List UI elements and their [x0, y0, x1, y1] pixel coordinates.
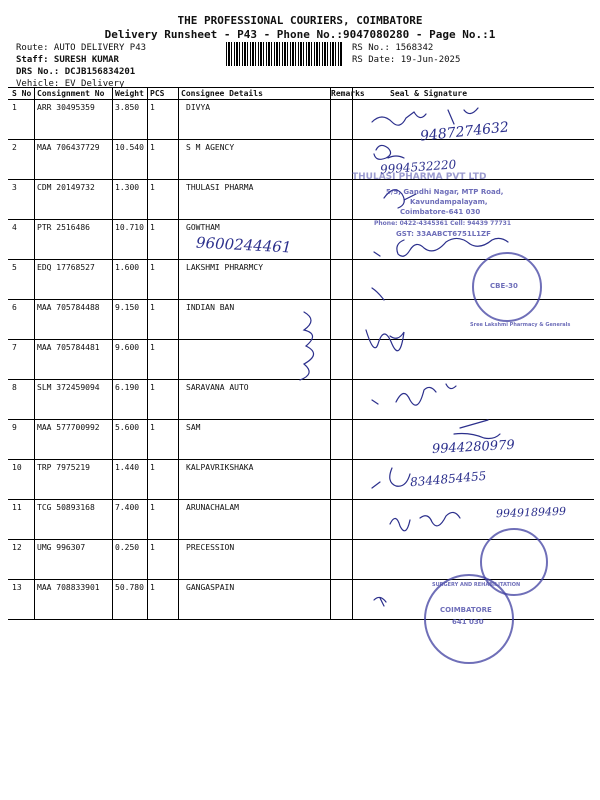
row-consignment: EDQ 17768527: [37, 263, 95, 272]
header-weight: Weight: [115, 89, 144, 98]
row-consignee: DIVYA: [186, 103, 211, 112]
vehicle-label: Vehicle: EV Delivery: [16, 79, 125, 89]
row-pcs: 1: [150, 463, 155, 472]
row-weight: 1.600: [115, 263, 140, 272]
row-sno: 6: [12, 303, 17, 312]
handwritten-phone: 8344854455: [409, 468, 487, 490]
stamp-gst: GST: 33AABCT6751L1ZF: [396, 230, 491, 238]
header-pcs: PCS: [150, 89, 165, 98]
row-sno: 8: [12, 383, 17, 392]
row-consignee: THULASI PHARMA: [186, 183, 254, 192]
row-pcs: 1: [150, 183, 155, 192]
header-seal: Seal & Signature: [390, 89, 468, 98]
row-sno: 4: [12, 223, 17, 232]
row-weight: 10.540: [115, 143, 144, 152]
row-pcs: 1: [150, 223, 155, 232]
row-consignee: S M AGENCY: [186, 143, 235, 152]
stamp-ring: SURGERY AND REHABILITATION: [432, 582, 521, 588]
row-consignee: GOWTHAM: [186, 223, 220, 232]
header-consignment: Consignment No: [37, 89, 105, 98]
stamp-address: Kavundampalayam,: [410, 198, 488, 206]
stamp-center: COIMBATORE: [440, 606, 492, 614]
row-weight: 6.190: [115, 383, 140, 392]
row-sno: 12: [12, 543, 22, 552]
stamp-address: Coimbatore-641 030: [400, 208, 481, 216]
row-sno: 1: [12, 103, 17, 112]
row-pcs: 1: [150, 423, 155, 432]
row-consignment: SLM 372459094: [37, 383, 100, 392]
runsheet-title: Delivery Runsheet - P43 - Phone No.:9047080280 - Page No.:1: [104, 28, 496, 41]
row-consignee: INDIAN BAN: [186, 303, 235, 312]
row-weight: 7.400: [115, 503, 140, 512]
row-consignment: PTR 2516486: [37, 223, 90, 232]
row-consignment: MAA 706437729: [37, 143, 100, 152]
row-consignment: TCG 50893168: [37, 503, 95, 512]
row-sno: 11: [12, 503, 22, 512]
row-weight: 0.250: [115, 543, 140, 552]
header-consignee: Consignee Details: [181, 89, 263, 98]
row-pcs: 1: [150, 543, 155, 552]
row-consignment: MAA 705784488: [37, 303, 100, 312]
stamp-phone: Phone: 0422-4345361 Cell: 94439 77731: [374, 220, 512, 227]
header-remarks: Remarks: [331, 89, 365, 98]
stamp-ring: Sree Lakshmi Pharmacy & Generals: [470, 322, 571, 328]
row-consignee: SARAVANA AUTO: [186, 383, 249, 392]
row-weight: 50.780: [115, 583, 144, 592]
row-pcs: 1: [150, 263, 155, 272]
staff-label: Staff: SURESH KUMAR: [16, 55, 119, 65]
drs-label: DRS No.: DCJB156834201: [16, 67, 136, 77]
handwritten-phone: 9600244461: [195, 233, 292, 257]
row-consignee: SAM: [186, 423, 201, 432]
row-pcs: 1: [150, 143, 155, 152]
stamp-name: THULASI PHARMA PVT LTD: [352, 172, 487, 182]
rs-date-label: RS Date: 19-Jun-2025: [352, 55, 461, 65]
row-consignment: TRP 7975219: [37, 463, 90, 472]
row-sno: 9: [12, 423, 17, 432]
header-sno: S No: [12, 89, 32, 98]
row-consignment: UMG 996307: [37, 543, 86, 552]
row-weight: 9.150: [115, 303, 140, 312]
row-consignment: MAA 577700992: [37, 423, 100, 432]
row-pcs: 1: [150, 343, 155, 352]
row-sno: 10: [12, 463, 22, 472]
row-sno: 3: [12, 183, 17, 192]
handwritten-phone: 9487274632: [419, 119, 510, 145]
row-weight: 1.300: [115, 183, 140, 192]
row-weight: 10.710: [115, 223, 144, 232]
company-title: THE PROFESSIONAL COURIERS, COIMBATORE: [177, 14, 423, 27]
stamp-address: 5/5, Gandhi Nagar, MTP Road,: [386, 188, 504, 196]
row-weight: 5.600: [115, 423, 140, 432]
row-weight: 3.850: [115, 103, 140, 112]
row-consignee: ARUNACHALAM: [186, 503, 239, 512]
row-consignee: PRECESSION: [186, 543, 235, 552]
row-consignee: GANGASPAIN: [186, 583, 235, 592]
row-weight: 9.600: [115, 343, 140, 352]
handwritten-phone: 9994532220: [379, 157, 457, 177]
row-pcs: 1: [150, 383, 155, 392]
row-sno: 5: [12, 263, 17, 272]
route-label: Route: AUTO DELIVERY P43: [16, 43, 147, 53]
row-consignment: MAA 705784481: [37, 343, 100, 352]
row-consignee: LAKSHMI PHRARMCY: [186, 263, 264, 272]
handwritten-phone: 9949189499: [495, 504, 567, 521]
row-pcs: 1: [150, 583, 155, 592]
row-consignment: CDM 20149732: [37, 183, 95, 192]
row-consignment: ARR 30495359: [37, 103, 95, 112]
row-sno: 13: [12, 583, 22, 592]
stamp-center: CBE-30: [490, 282, 518, 290]
row-pcs: 1: [150, 303, 155, 312]
row-consignee: KALPAVRIKSHAKA: [186, 463, 254, 472]
handwritten-phone: 9944280979: [431, 437, 516, 458]
rs-no-label: RS No.: 1568342: [352, 43, 434, 53]
row-sno: 2: [12, 143, 17, 152]
row-pcs: 1: [150, 503, 155, 512]
row-pcs: 1: [150, 103, 155, 112]
stamp-pin: 641 030: [452, 618, 484, 626]
row-sno: 7: [12, 343, 17, 352]
row-consignment: MAA 708833901: [37, 583, 100, 592]
row-weight: 1.440: [115, 463, 140, 472]
